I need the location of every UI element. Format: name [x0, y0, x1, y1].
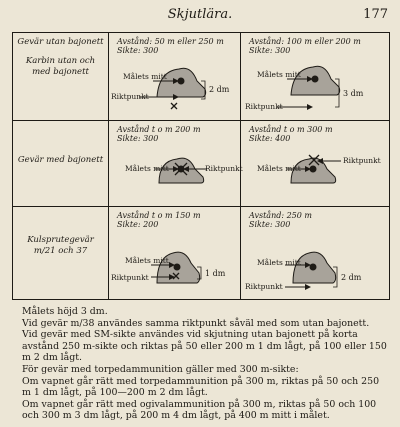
riktpunkt-label: Riktpunkt — [343, 156, 381, 165]
paragraph: För gevär med torpedammunition gäller med 300 m-sikte: — [22, 363, 299, 375]
sight-text: Sikte: 300 — [249, 220, 291, 229]
aim-label: Målets mitt — [257, 164, 301, 173]
aiming-cell — [109, 33, 241, 120]
paragraph: Om vapnet går rätt med ogivalammunition på 300 m, riktas på 50 och 100 och 300 m 3 dm lågt, på 200 m 4 dm lågt, på 400 m mitt i målet. — [22, 398, 377, 422]
aim-cross-icon — [171, 103, 177, 109]
aim-label: Målets mitt — [257, 258, 301, 267]
sight-text: Sikte: 200 — [117, 220, 159, 229]
dimension-label: 3 dm — [343, 89, 364, 98]
aim-label: Målets mitt — [123, 72, 167, 81]
aiming-cell — [241, 121, 389, 206]
dimension-label: 2 dm — [341, 273, 362, 282]
riktpunkt-label: Riktpunkt — [111, 273, 149, 282]
weapon-label: Karbin utan och med bajonett — [25, 56, 96, 77]
weapon-cell — [13, 207, 109, 299]
distance-text: Avstånd t o m 150 m — [117, 211, 201, 220]
table-row — [13, 33, 389, 121]
body-text — [12, 306, 390, 422]
aiming-cell — [109, 121, 241, 206]
paragraph: Vid gevär m/38 användes samma riktpunkt såväl med som utan bajonett. — [22, 317, 370, 329]
page-title: Skjutlära. — [167, 7, 233, 22]
weapon-label: Kulsprutegevär m/21 och 37 — [27, 235, 94, 256]
weapon-cell — [13, 121, 109, 206]
weapon-cell — [13, 33, 109, 120]
distance-text: Avstånd: 100 m eller 200 m — [249, 37, 361, 46]
distance-text: Avstånd t o m 300 m — [249, 125, 333, 134]
dimension-label: 2 dm — [209, 85, 230, 94]
aiming-cell — [241, 33, 389, 120]
weapon-label: Gevär utan bajonett — [17, 37, 104, 47]
sight-text: Sikte: 400 — [249, 134, 291, 143]
sight-text: Sikte: 300 — [117, 46, 159, 55]
distance-text: Avstånd: 50 m eller 250 m — [117, 37, 224, 46]
paragraph: Om vapnet går rätt med torpedammunition på 300 m, riktas på 50 och 250 m 1 dm lågt, på 100—200 m 2 dm lågt. — [22, 375, 380, 399]
sight-text: Sikte: 300 — [117, 134, 159, 143]
riktpunkt-label: Riktpunkt — [205, 164, 243, 173]
weapon-label: Gevär med bajonett — [17, 155, 104, 165]
target-center-dot — [174, 264, 181, 271]
aim-label: Målets mitt — [125, 256, 169, 265]
dimension-label: 1 dm — [205, 269, 226, 278]
aiming-cell — [241, 207, 389, 299]
riktpunkt-label: Riktpunkt — [111, 92, 149, 101]
paragraph: Målets höjd 3 dm. — [22, 306, 108, 317]
page-header — [0, 6, 400, 24]
sight-text: Sikte: 300 — [249, 46, 291, 55]
aiming-cell — [109, 207, 241, 299]
riktpunkt-label: Riktpunkt — [245, 102, 283, 111]
aiming-table — [12, 32, 390, 300]
riktpunkt-label: Riktpunkt — [245, 282, 283, 291]
target-diagram — [109, 207, 241, 299]
aim-label: Målets mitt — [257, 70, 301, 79]
page-number: 177 — [363, 7, 388, 22]
paragraph: Vid gevär med SM-sikte användes vid skjutning utan bajonett på korta avstånd 250 m-sikte och riktas på 50 eller 200 m 1 dm lågt, på 100 eller 150 m 2 dm lågt. — [22, 329, 387, 364]
distance-text: Avstånd t o m 200 m — [117, 125, 201, 134]
distance-text: Avstånd: 250 m — [249, 211, 312, 220]
table-row — [13, 207, 389, 299]
table-row — [13, 121, 389, 207]
target-center-dot — [310, 264, 317, 271]
aim-label: Målets mitt — [125, 164, 169, 173]
